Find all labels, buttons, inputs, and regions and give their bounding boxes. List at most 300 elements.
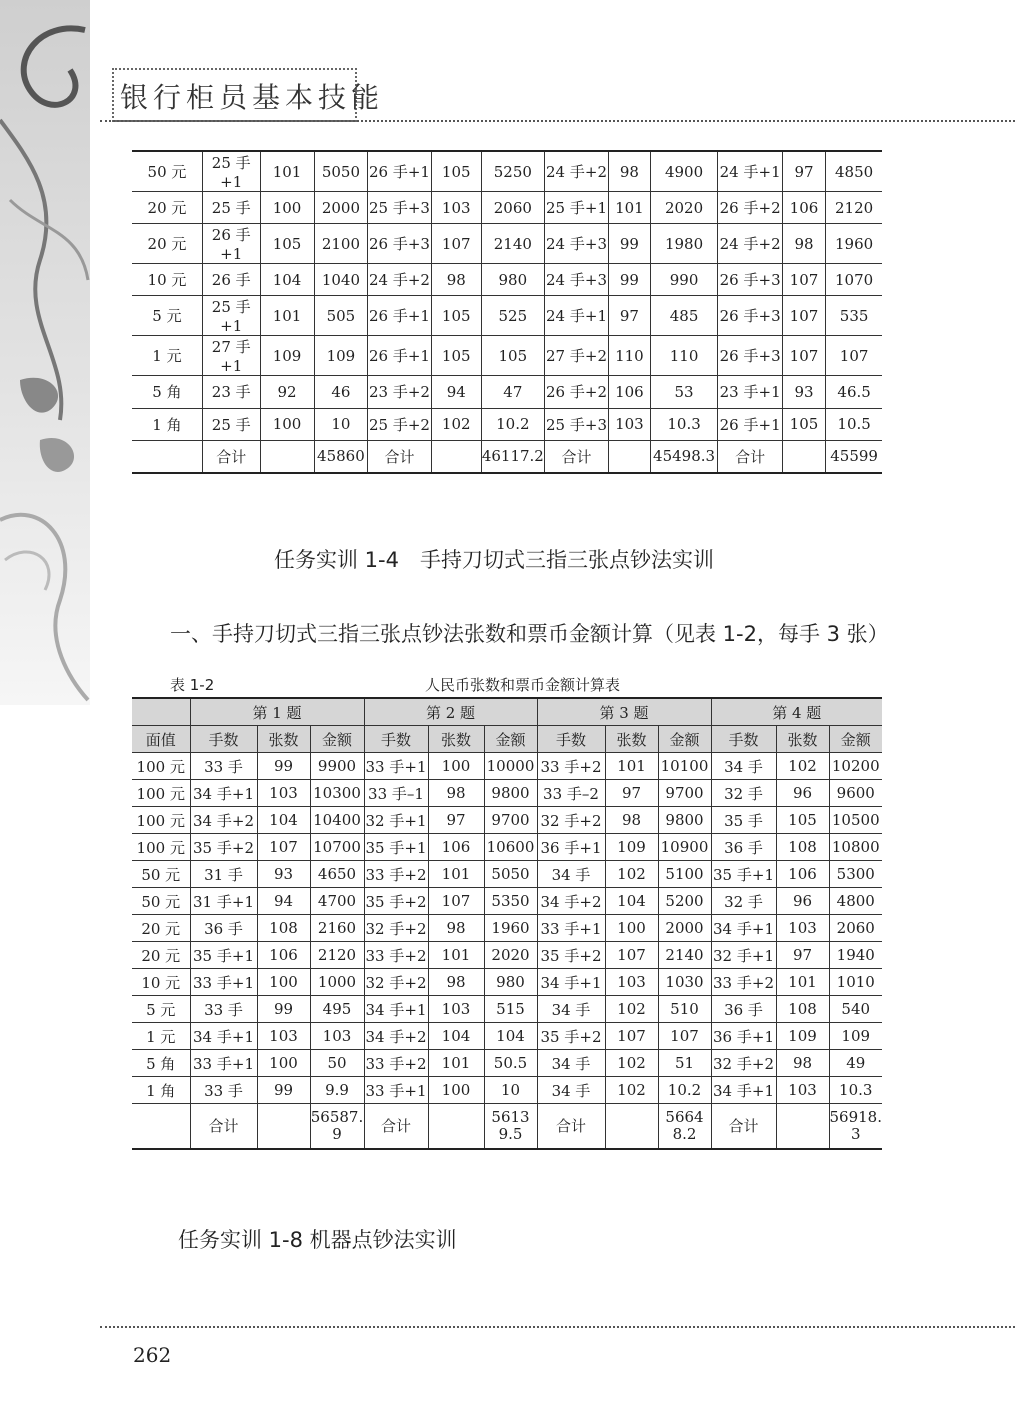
table-cell: 5250 <box>481 151 544 192</box>
table-cell: 9.9 <box>310 1077 364 1104</box>
table-cell: 540 <box>829 996 882 1023</box>
table-cell: 47 <box>481 376 544 408</box>
table-cell: 20 元 <box>132 224 202 264</box>
table-cell: 32 手 <box>711 888 776 915</box>
table-cell: 33 手+2 <box>364 861 428 888</box>
table-cell: 50 <box>310 1050 364 1077</box>
table-cell: 5 元 <box>132 996 190 1023</box>
table-cell: 25 手+3 <box>544 408 608 440</box>
table-cell: 101 <box>428 861 484 888</box>
table-cell: 9800 <box>658 807 711 834</box>
table-cell: 10500 <box>829 807 882 834</box>
table-cell: 36 手 <box>190 915 257 942</box>
table-cell: 104 <box>260 264 314 296</box>
column-header: 手数 <box>364 726 428 753</box>
table-cell: 93 <box>257 861 310 888</box>
table-cell: 10400 <box>310 807 364 834</box>
table-cell: 26 手+3 <box>718 336 782 376</box>
total-cell: 46117.2 <box>481 440 544 473</box>
table-cell: 4700 <box>310 888 364 915</box>
table-cell: 1960 <box>826 224 882 264</box>
table-row <box>132 408 882 440</box>
table-cell: 25 手 <box>202 192 260 224</box>
table-cell: 32 手+2 <box>364 969 428 996</box>
table-cell: 33 手+2 <box>364 942 428 969</box>
total-cell <box>132 440 202 473</box>
table-cell: 1 元 <box>132 1023 190 1050</box>
table-cell: 102 <box>776 753 829 780</box>
table-cell: 535 <box>826 296 882 336</box>
column-header: 金额 <box>829 726 882 753</box>
table-cell: 10 元 <box>132 264 202 296</box>
total-cell: 合计 <box>364 1104 428 1150</box>
table-cell: 31 手 <box>190 861 257 888</box>
table-cell: 100 <box>257 1050 310 1077</box>
table-cell: 104 <box>484 1023 537 1050</box>
table-cell: 105 <box>776 807 829 834</box>
table-cell: 4850 <box>826 151 882 192</box>
table-cell: 101 <box>776 969 829 996</box>
table-cell: 106 <box>257 942 310 969</box>
table-cell: 5 角 <box>132 376 202 408</box>
table-cell: 24 手+3 <box>544 264 608 296</box>
table-cell: 103 <box>310 1023 364 1050</box>
table-cell: 26 手 <box>202 264 260 296</box>
table-cell: 2140 <box>481 224 544 264</box>
table-cell: 50 元 <box>132 888 190 915</box>
table-cell: 33 手+1 <box>364 753 428 780</box>
table-cell: 36 手+1 <box>711 1023 776 1050</box>
total-cell: 45860 <box>314 440 368 473</box>
table-cell: 33 手–2 <box>537 780 605 807</box>
table-cell: 109 <box>776 1023 829 1050</box>
table-cell: 27 手+1 <box>202 336 260 376</box>
table-cell: 34 手+1 <box>711 1077 776 1104</box>
table-cell: 5300 <box>829 861 882 888</box>
total-cell: 56918.3 <box>829 1104 882 1150</box>
table-cell: 35 手+2 <box>537 942 605 969</box>
group-header-blank <box>132 698 190 726</box>
table-cell: 525 <box>481 296 544 336</box>
table-cell: 35 手 <box>711 807 776 834</box>
table-row <box>132 1023 882 1050</box>
table-cell: 97 <box>782 151 825 192</box>
table-cell: 10.3 <box>650 408 718 440</box>
table-cell: 2160 <box>310 915 364 942</box>
table-cell: 33 手 <box>190 1077 257 1104</box>
table-cell: 24 手+3 <box>544 224 608 264</box>
table-cell: 5 元 <box>132 296 202 336</box>
table-cell: 107 <box>782 296 825 336</box>
table-cell: 100 <box>428 753 484 780</box>
table-cell: 510 <box>658 996 711 1023</box>
table-cell: 10.2 <box>481 408 544 440</box>
table-cell: 10800 <box>829 834 882 861</box>
total-cell: 45498.3 <box>650 440 718 473</box>
total-cell: 45599 <box>826 440 882 473</box>
table-cell: 107 <box>431 224 481 264</box>
table-cell: 103 <box>428 996 484 1023</box>
table-cell: 105 <box>431 336 481 376</box>
table-cell: 100 <box>605 915 658 942</box>
table-cell: 1040 <box>314 264 368 296</box>
table-cell: 102 <box>605 861 658 888</box>
table-cell: 34 手+2 <box>364 1023 428 1050</box>
table-cell: 100 <box>260 192 314 224</box>
total-cell: 56139.5 <box>484 1104 537 1150</box>
table-cell: 103 <box>776 915 829 942</box>
total-row <box>132 440 882 473</box>
table-row <box>132 861 882 888</box>
table-cell: 2120 <box>826 192 882 224</box>
table-row <box>132 942 882 969</box>
table-cell: 101 <box>605 753 658 780</box>
total-cell: 合计 <box>544 440 608 473</box>
table-cell: 9600 <box>829 780 882 807</box>
table-cell: 35 手+1 <box>364 834 428 861</box>
total-cell <box>428 1104 484 1150</box>
table-cell: 34 手+1 <box>190 1023 257 1050</box>
table-cell: 23 手+1 <box>718 376 782 408</box>
table-cell: 485 <box>650 296 718 336</box>
table-cell: 49 <box>829 1050 882 1077</box>
table-cell: 10300 <box>310 780 364 807</box>
table-cell: 33 手+2 <box>537 753 605 780</box>
total-row <box>132 1104 882 1150</box>
table-cell: 2020 <box>650 192 718 224</box>
table-cell: 101 <box>428 942 484 969</box>
table-cell: 1070 <box>826 264 882 296</box>
table-cell: 93 <box>782 376 825 408</box>
total-cell <box>431 440 481 473</box>
table-cell: 98 <box>428 780 484 807</box>
table-cell: 980 <box>484 969 537 996</box>
table-cell: 100 元 <box>132 780 190 807</box>
table-cell: 9700 <box>484 807 537 834</box>
table-cell: 33 手+1 <box>190 969 257 996</box>
table-cell: 495 <box>310 996 364 1023</box>
table-cell: 26 手+2 <box>718 192 782 224</box>
table-row <box>132 1077 882 1104</box>
table-cell: 2020 <box>484 942 537 969</box>
table-cell: 9700 <box>658 780 711 807</box>
table-row <box>132 780 882 807</box>
table-cell: 32 手+1 <box>711 942 776 969</box>
table-cell: 4900 <box>650 151 718 192</box>
task-heading: 任务实训 1-4 手持刀切式三指三张点钞法实训 <box>274 548 714 572</box>
table-cell: 9800 <box>484 780 537 807</box>
table-cell: 33 手 <box>190 753 257 780</box>
table-cell: 96 <box>776 888 829 915</box>
table-cell: 25 手+3 <box>368 192 431 224</box>
table-cell: 35 手+2 <box>537 1023 605 1050</box>
table-cell: 34 手+1 <box>190 780 257 807</box>
table-cell: 34 手+1 <box>537 969 605 996</box>
table-cell: 102 <box>605 996 658 1023</box>
table-cell: 26 手+3 <box>718 296 782 336</box>
table-cell: 105 <box>431 151 481 192</box>
table-cell: 5050 <box>484 861 537 888</box>
table-cell: 104 <box>257 807 310 834</box>
table-cell: 98 <box>428 915 484 942</box>
total-cell: 合计 <box>537 1104 605 1150</box>
table-row <box>132 834 882 861</box>
floral-ornament-icon <box>0 0 90 705</box>
total-cell: 合计 <box>711 1104 776 1150</box>
page-number: 262 <box>133 1343 172 1367</box>
table-cell: 100 <box>260 408 314 440</box>
table-cell: 34 手 <box>537 1077 605 1104</box>
total-cell <box>782 440 825 473</box>
table-cell: 107 <box>605 1023 658 1050</box>
table-cell: 110 <box>650 336 718 376</box>
table-cell: 10.2 <box>658 1077 711 1104</box>
table-cell: 990 <box>650 264 718 296</box>
table-cell: 1 角 <box>132 408 202 440</box>
table-cell: 2060 <box>481 192 544 224</box>
book-title: 银行柜员基本技能 <box>120 81 385 114</box>
column-header: 张数 <box>428 726 484 753</box>
table-cell: 1940 <box>829 942 882 969</box>
table-cell: 24 手+2 <box>718 224 782 264</box>
table-cell: 5350 <box>484 888 537 915</box>
total-cell: 合计 <box>190 1104 257 1150</box>
table-cell: 100 <box>428 1077 484 1104</box>
table-cell: 24 手+2 <box>368 264 431 296</box>
table-cell: 34 手 <box>537 861 605 888</box>
table-row <box>132 807 882 834</box>
table-cell: 103 <box>776 1077 829 1104</box>
table-cell: 32 手+2 <box>711 1050 776 1077</box>
table-cell: 5050 <box>314 151 368 192</box>
table-cell: 33 手+1 <box>537 915 605 942</box>
table-cell: 107 <box>605 942 658 969</box>
table-cell: 107 <box>826 336 882 376</box>
task-heading-2: 任务实训 1-8 机器点钞法实训 <box>178 1228 457 1252</box>
table-cell: 36 手+1 <box>537 834 605 861</box>
table-cell: 26 手+1 <box>368 336 431 376</box>
table-row <box>132 376 882 408</box>
table-cell: 33 手+1 <box>364 1077 428 1104</box>
table-cell: 102 <box>605 1077 658 1104</box>
column-header: 金额 <box>310 726 364 753</box>
table-cell: 36 手 <box>711 834 776 861</box>
table-cell: 4650 <box>310 861 364 888</box>
table-row <box>132 996 882 1023</box>
table-cell: 33 手+1 <box>190 1050 257 1077</box>
table-cell: 35 手+1 <box>190 942 257 969</box>
table-cell: 50.5 <box>484 1050 537 1077</box>
table-row <box>132 969 882 996</box>
footer-divider <box>100 1326 1015 1328</box>
total-cell <box>776 1104 829 1150</box>
table-cell: 94 <box>431 376 481 408</box>
table-cell: 109 <box>260 336 314 376</box>
table-row <box>132 264 882 296</box>
total-cell: 合计 <box>718 440 782 473</box>
table-cell: 107 <box>782 264 825 296</box>
table-cell: 102 <box>431 408 481 440</box>
table-cell: 92 <box>260 376 314 408</box>
header-divider <box>100 120 1015 122</box>
table-row <box>132 888 882 915</box>
table-cell: 101 <box>260 151 314 192</box>
column-header: 手数 <box>190 726 257 753</box>
table-cell: 99 <box>257 753 310 780</box>
table-cell: 33 手–1 <box>364 780 428 807</box>
total-cell: 合计 <box>202 440 260 473</box>
table-cell: 107 <box>658 1023 711 1050</box>
column-header: 金额 <box>484 726 537 753</box>
table-cell: 24 手+1 <box>544 296 608 336</box>
table-cell: 103 <box>609 408 651 440</box>
table-cell: 32 手+1 <box>364 807 428 834</box>
table-cell: 98 <box>428 969 484 996</box>
total-cell <box>609 440 651 473</box>
table-cell: 97 <box>428 807 484 834</box>
rmb-count-amount-table <box>132 697 882 1150</box>
total-cell: 56587.9 <box>310 1104 364 1150</box>
table-cell: 10100 <box>658 753 711 780</box>
table-row <box>132 296 882 336</box>
table-cell: 10200 <box>829 753 882 780</box>
table-cell: 32 手+2 <box>364 915 428 942</box>
table-cell: 50 元 <box>132 151 202 192</box>
table-cell: 25 手+1 <box>202 151 260 192</box>
table-cell: 25 手 <box>202 408 260 440</box>
table-cell: 25 手+1 <box>202 296 260 336</box>
table-cell: 33 手+2 <box>711 969 776 996</box>
table-cell: 9900 <box>310 753 364 780</box>
table-cell: 106 <box>609 376 651 408</box>
table-row <box>132 336 882 376</box>
table-cell: 106 <box>428 834 484 861</box>
table-cell: 108 <box>776 996 829 1023</box>
table-cell: 4800 <box>829 888 882 915</box>
table-cell: 98 <box>431 264 481 296</box>
table-cell: 94 <box>257 888 310 915</box>
table-cell: 10.3 <box>829 1077 882 1104</box>
table-cell: 34 手+2 <box>537 888 605 915</box>
table-cell: 10600 <box>484 834 537 861</box>
table-cell: 24 手+2 <box>544 151 608 192</box>
table-cell: 26 手+1 <box>368 296 431 336</box>
table-cell: 96 <box>776 780 829 807</box>
table-cell: 1010 <box>829 969 882 996</box>
table-cell: 32 手 <box>711 780 776 807</box>
table-cell: 101 <box>609 192 651 224</box>
column-header: 金额 <box>658 726 711 753</box>
table-cell: 5200 <box>658 888 711 915</box>
table-cell: 10 元 <box>132 969 190 996</box>
table-cell: 108 <box>776 834 829 861</box>
table-caption: 人民币张数和票币金额计算表 <box>425 676 621 694</box>
table-cell: 1 角 <box>132 1077 190 1104</box>
table-cell: 107 <box>257 834 310 861</box>
table-cell: 105 <box>431 296 481 336</box>
table-cell: 31 手+1 <box>190 888 257 915</box>
table-cell: 34 手 <box>711 753 776 780</box>
table-row <box>132 753 882 780</box>
table-cell: 36 手 <box>711 996 776 1023</box>
table-cell: 980 <box>481 264 544 296</box>
table-cell: 23 手+2 <box>368 376 431 408</box>
column-header: 手数 <box>537 726 605 753</box>
table-cell: 10900 <box>658 834 711 861</box>
table-cell: 2140 <box>658 942 711 969</box>
table-cell: 25 手+2 <box>368 408 431 440</box>
table-cell: 50 元 <box>132 861 190 888</box>
table-cell: 5100 <box>658 861 711 888</box>
table-row <box>132 1050 882 1077</box>
table-cell: 1 元 <box>132 336 202 376</box>
table-cell: 105 <box>782 408 825 440</box>
table-cell: 2100 <box>314 224 368 264</box>
section-heading: 一、手持刀切式三指三张点钞法张数和票币金额计算（见表 1-2，每手 3 张） <box>170 622 889 646</box>
table-cell: 100 元 <box>132 834 190 861</box>
table-cell: 33 手 <box>190 996 257 1023</box>
table-cell: 26 手+1 <box>368 151 431 192</box>
table-cell: 23 手 <box>202 376 260 408</box>
column-header: 张数 <box>776 726 829 753</box>
table-cell: 105 <box>260 224 314 264</box>
table-cell: 505 <box>314 296 368 336</box>
column-header: 手数 <box>711 726 776 753</box>
table-cell: 1980 <box>650 224 718 264</box>
table-cell: 108 <box>257 915 310 942</box>
table-cell: 10700 <box>310 834 364 861</box>
table-cell: 101 <box>428 1050 484 1077</box>
table-cell: 100 元 <box>132 753 190 780</box>
table-cell: 97 <box>609 296 651 336</box>
table-cell: 26 手+2 <box>544 376 608 408</box>
table-cell: 2000 <box>658 915 711 942</box>
table-row <box>132 915 882 942</box>
table-cell: 35 手+2 <box>190 834 257 861</box>
table-cell: 34 手+1 <box>711 915 776 942</box>
table-cell: 25 手+1 <box>544 192 608 224</box>
group-header: 第 2 题 <box>364 698 537 726</box>
table-cell: 26 手+1 <box>202 224 260 264</box>
total-cell: 合计 <box>368 440 431 473</box>
table-row <box>132 224 882 264</box>
table-cell: 98 <box>605 807 658 834</box>
table-cell: 99 <box>609 264 651 296</box>
table-cell: 101 <box>260 296 314 336</box>
table-cell: 99 <box>257 1077 310 1104</box>
table-cell: 100 元 <box>132 807 190 834</box>
group-header: 第 3 题 <box>537 698 711 726</box>
total-cell <box>257 1104 310 1150</box>
table-cell: 109 <box>829 1023 882 1050</box>
column-header: 张数 <box>257 726 310 753</box>
table-cell: 103 <box>605 969 658 996</box>
table-cell: 5 角 <box>132 1050 190 1077</box>
table-cell: 99 <box>609 224 651 264</box>
table-cell: 32 手+2 <box>537 807 605 834</box>
table-cell: 46 <box>314 376 368 408</box>
group-header: 第 4 题 <box>711 698 882 726</box>
table-label: 表 1-2 <box>170 676 215 694</box>
table-cell: 26 手+1 <box>718 408 782 440</box>
total-cell: 56648.2 <box>658 1104 711 1150</box>
table-cell: 34 手 <box>537 1050 605 1077</box>
table-cell: 103 <box>431 192 481 224</box>
table-cell: 10 <box>484 1077 537 1104</box>
table-cell: 27 手+2 <box>544 336 608 376</box>
table-cell: 105 <box>481 336 544 376</box>
table-cell: 515 <box>484 996 537 1023</box>
